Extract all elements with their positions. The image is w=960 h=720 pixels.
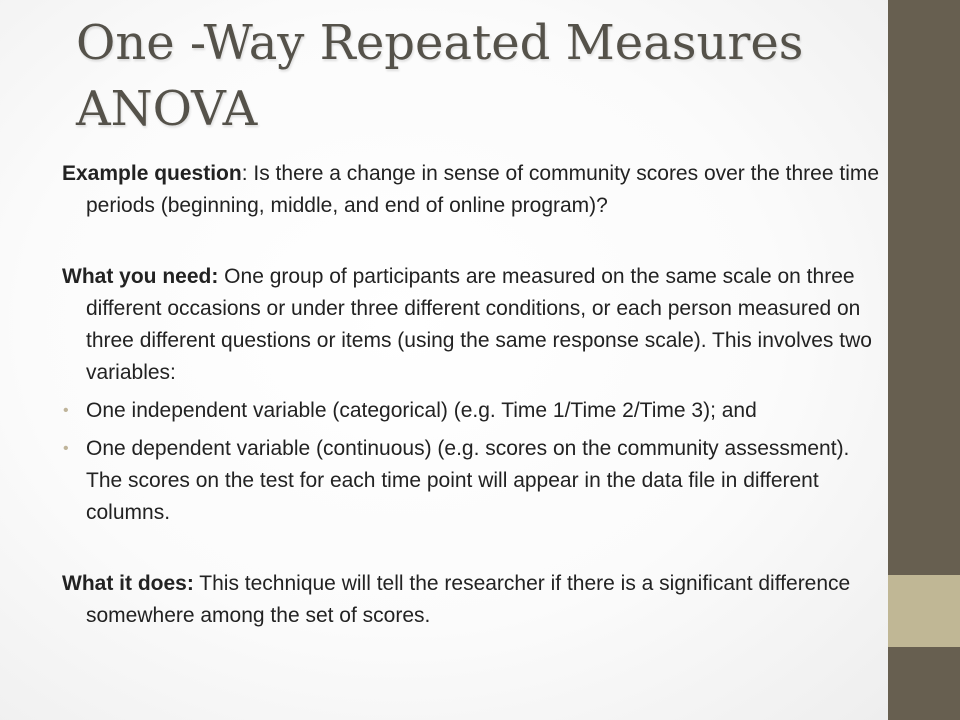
list-item: [62, 433, 888, 529]
bullet-text-dependent: One dependent variable (continuous) (e.g. scores on the community assessment). The scores on the test for each time point will appear in the data file in different columns.: [86, 437, 850, 524]
spacer: [62, 222, 888, 261]
bullet-icon: •: [63, 440, 69, 457]
title-line-1: One -Way Repeated Measures: [76, 15, 804, 71]
example-question-label: Example question: [62, 162, 242, 185]
variables-bullet-list: [62, 395, 888, 529]
list-item: [62, 395, 888, 427]
slide-body: [62, 158, 888, 632]
spacer: [62, 529, 888, 568]
example-question-paragraph: [62, 158, 888, 222]
decorative-sidebar: [888, 0, 960, 720]
bullet-icon: •: [63, 402, 69, 419]
what-it-does-label: What it does:: [62, 572, 194, 595]
what-it-does-paragraph: [62, 568, 888, 632]
example-question-text: : Is there a change in sense of community scores over the three time periods (beginning, middle, and end of online program)?: [86, 162, 880, 217]
what-you-need-paragraph: [62, 261, 888, 389]
title-line-2: ANOVA: [76, 81, 258, 137]
bullet-text-independent: One independent variable (categorical) (e.g. Time 1/Time 2/Time 3); and: [86, 399, 757, 422]
what-it-does-text: This technique will tell the researcher if there is a significant difference somewhere among the set of scores.: [86, 572, 851, 627]
what-you-need-label: What you need:: [62, 265, 219, 288]
sidebar-accent-block: [888, 575, 960, 647]
what-you-need-text: One group of participants are measured on the same scale on three different occasions or under three different conditions, or each person measured on three different questions or items (using the same response scale). This involves two variables:: [86, 265, 872, 384]
slide-title: [76, 10, 876, 142]
